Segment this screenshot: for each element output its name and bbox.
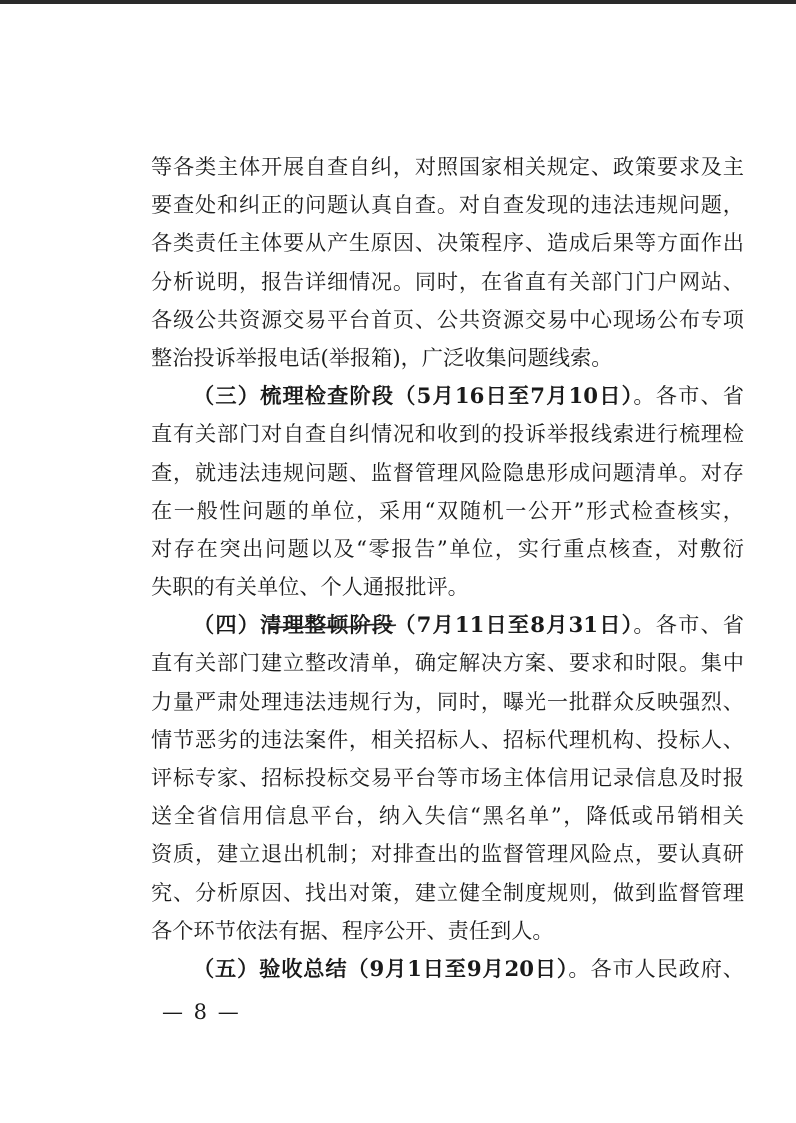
body-line: 各类责任主体要从产生原因、决策程序、造成后果等方面作出: [151, 230, 744, 256]
handwritten-underline: [268, 622, 398, 632]
body-line: 分析说明，报告详细情况。同时，在省直有关部门门户网站、: [151, 268, 744, 294]
body-line: 各级公共资源交易平台首页、公共资源交易中心现场公布专项: [151, 306, 744, 332]
body-line: 评标专家、招标投标交易平台等市场主体信用记录信息及时报: [151, 765, 744, 790]
body-line: 对存在突出问题以及“零报告”单位，实行重点核查，对敷衍: [151, 535, 744, 561]
section-4-first-line: [151, 606, 744, 644]
body-line: 等各类主体开展自查自纠，对照国家相关规定、政策要求及主: [151, 154, 744, 179]
body-line: 送全省信用信息平台，纳入失信“黑名单”，降低或吊销相关: [151, 803, 744, 829]
body-line: 直有关部门建立整改清单，确定解决方案、要求和时限。集中: [151, 650, 744, 676]
section-3-first-rest: 。各市、省: [633, 383, 744, 409]
section-4-heading: （四）清理整顿阶段（7月11日至8月31日）: [193, 612, 634, 638]
body-line: 查，就违法违规问题、监督管理风险隐患形成问题清单。对存: [151, 459, 744, 485]
body-line: 各个环节依法有据、程序公开、责任到人。: [151, 917, 554, 943]
section-5-first-rest: 。各市人民政府、: [568, 955, 744, 981]
body-line: 究、分析原因、找出对策，建立健全制度规则，做到监督管理: [151, 879, 744, 905]
page-number: — 8 —: [162, 1000, 241, 1024]
body-line: 整治投诉举报电话(举报箱)，广泛收集问题线索。: [151, 344, 613, 370]
document-body: [151, 148, 744, 988]
scan-top-edge: [0, 0, 796, 4]
section-3-heading: （三）梳理检查阶段（5月16日至7月10日）: [193, 383, 634, 409]
section-4-first-rest: 。各市、省: [633, 612, 744, 638]
body-line: 直有关部门对自查自纠情况和收到的投诉举报线索进行梳理检: [151, 421, 744, 447]
body-line: 在一般性问题的单位，采用“双随机一公开”形式检查核实，: [151, 497, 744, 523]
body-line: 资质，建立退出机制；对排查出的监督管理风险点，要认真研: [151, 841, 744, 867]
body-line: 力量严肃处理违法违规行为，同时，曝光一批群众反映强烈、: [151, 688, 744, 714]
body-line: 情节恶劣的违法案件，相关招标人、招标代理机构、投标人、: [151, 726, 744, 752]
body-line: 失职的有关单位、个人通报批评。: [151, 574, 469, 600]
body-line: 要查处和纠正的问题认真自查。对自查发现的违法违规问题，: [151, 192, 744, 218]
section-5-heading: （五）验收总结（9月1日至9月20日）: [193, 955, 569, 981]
section-3-first-line: [151, 377, 744, 415]
section-5-first-line: [151, 950, 744, 988]
